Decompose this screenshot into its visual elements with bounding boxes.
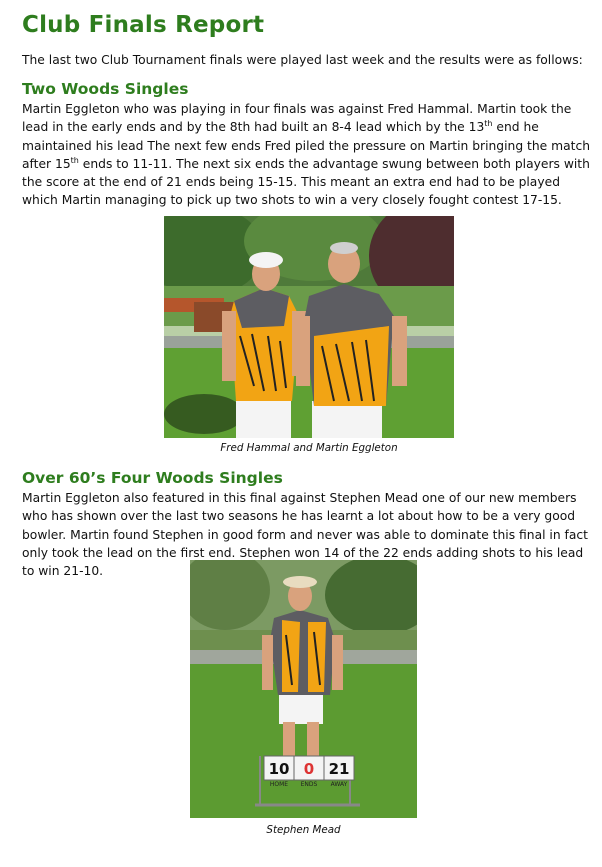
report-title: Club Finals Report: [22, 12, 265, 38]
scoreboard-away-score: 21: [328, 760, 350, 778]
section-heading-two-woods: Two Woods Singles: [22, 80, 189, 98]
two-woods-text-c: ends to 11-11. The next six ends the advantage swung between both players with the score at the end of 21 ends being 15-15. This meant an extra end had to be played which Martin managing to pick up two shots to win a very closely fought contest 17-15.: [22, 156, 590, 208]
players-photo-illustration: [164, 216, 454, 438]
ordinal-suffix: th: [484, 119, 493, 129]
section-heading-over-60s: Over 60’s Four Woods Singles: [22, 469, 283, 487]
two-woods-paragraph: [22, 100, 594, 210]
photo-caption-two-players: Fred Hammal and Martin Eggleton: [220, 442, 398, 454]
stephen-photo-illustration: [190, 560, 417, 818]
scoreboard-home-label: HOME: [269, 781, 289, 788]
scoreboard-ends-score: 0: [303, 760, 315, 778]
two-woods-text-b: end he maintained his lead The next few ends Fred piled the pressure on Martin bringing the match after 15: [22, 120, 591, 171]
two-woods-text-a: Martin Eggleton who was playing in four finals was against Fred Hammal. Martin took the lead in the early ends and by the 8th had built an 8-4 lead which by the 13: [22, 102, 572, 135]
over-60s-paragraph: Martin Eggleton also featured in this final against Stephen Mead one of our new members who has shown over the last two seasons he has learnt a lot about how to be a very good bowler. Martin found Stephen in good form and never was able to dominate this final in fact only took the lead on the first end. Stephen won 14 of the 22 ends adding shots to his lead to win 21-10.: [22, 491, 588, 579]
scoreboard-ends-label: ENDS: [300, 781, 318, 788]
photo-caption-stephen: Stephen Mead: [266, 824, 341, 836]
scoreboard-home-score: 10: [268, 760, 290, 778]
photo-stephen-mead: [190, 560, 417, 818]
intro-paragraph: The last two Club Tournament finals were played last week and the results were as follows:: [22, 53, 583, 67]
photo-two-players: [164, 216, 454, 438]
scoreboard-away-label: AWAY: [330, 781, 348, 788]
ordinal-suffix: th: [70, 155, 79, 165]
